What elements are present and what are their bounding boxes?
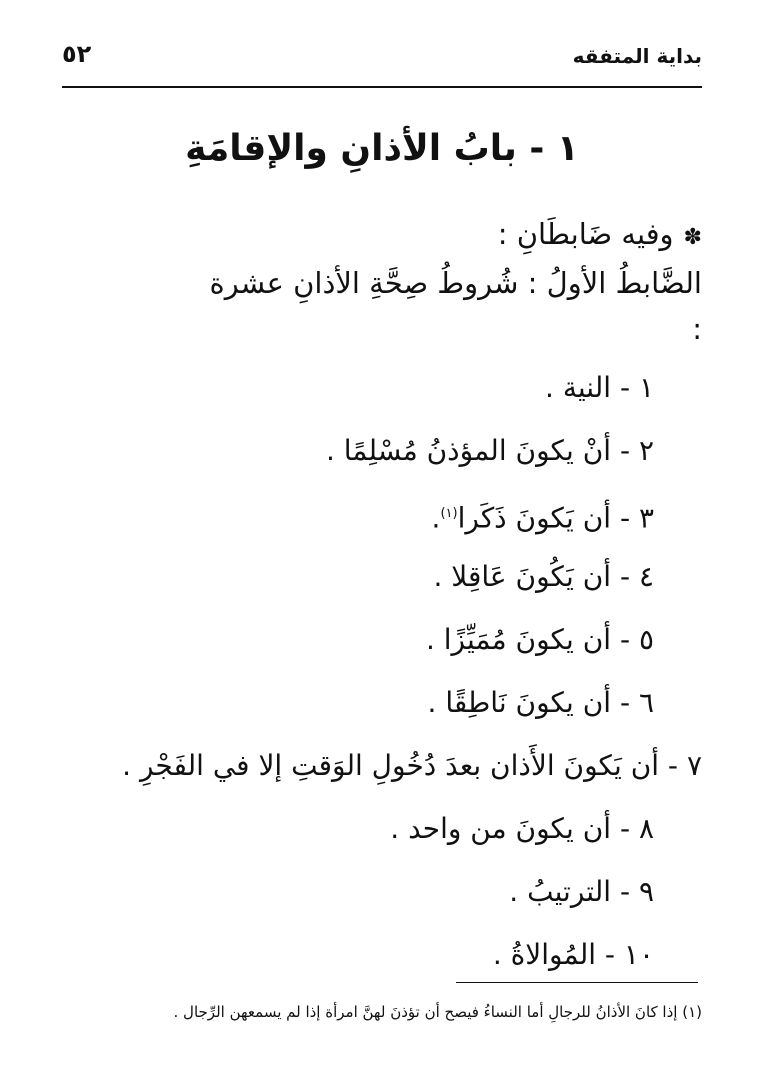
bullet-icon: ✽	[683, 225, 702, 250]
intro-line	[62, 208, 702, 260]
condition-5: ٥ - أن يكونَ مُمَيِّزًا .	[425, 623, 654, 656]
condition-8: ٨ - أن يكونَ من واحد .	[390, 812, 654, 845]
condition-2: ٢ - أنْ يكونَ المؤذنُ مُسْلِمًا .	[325, 434, 654, 467]
conditions-list	[62, 356, 702, 986]
condition-10: ١٠ - المُوالاةُ .	[492, 938, 654, 971]
footnote-rule	[456, 982, 698, 983]
page-header	[62, 40, 702, 80]
header-rule	[62, 86, 702, 88]
condition-9: ٩ - الترتيبُ .	[509, 875, 654, 908]
first-rule-heading-end: :	[692, 312, 702, 346]
footnote-marker: (١)	[440, 506, 458, 521]
chapter-title: ١ - بابُ الأذانِ والإقامَةِ	[185, 128, 579, 169]
condition-4: ٤ - أن يَكُونَ عَاقِلا .	[433, 560, 654, 593]
page-number: ٥٢	[62, 40, 92, 68]
condition-3	[62, 482, 702, 545]
intro-text: وفيه ضَابطَانِ :	[497, 217, 674, 251]
condition-3-text: ٣ - أن يَكونَ ذَكَرا	[457, 501, 654, 535]
page-body	[62, 208, 702, 986]
condition-1: ١ - النية .	[545, 371, 654, 404]
footnote: (١) إذا كانَ الأذانُ للرجالِ أما النساءُ فيصح أن تؤذنَ لهنَّ امرأة إذا لم يسمعهن الرِّجال .	[173, 1003, 702, 1021]
condition-6: ٦ - أن يكونَ نَاطِقًا .	[427, 686, 654, 719]
condition-7: ٧ - أن يَكونَ الأَذان بعدَ دُخُولِ الوَقتِ إلا في الفَجْرِ .	[122, 749, 702, 782]
running-title: بداية المتفقه	[572, 44, 702, 68]
first-rule-heading: الضَّابطُ الأولُ : شُروطُ صِحَّةِ الأذانِ عشرة	[209, 266, 702, 300]
condition-3-end: .	[431, 501, 441, 535]
